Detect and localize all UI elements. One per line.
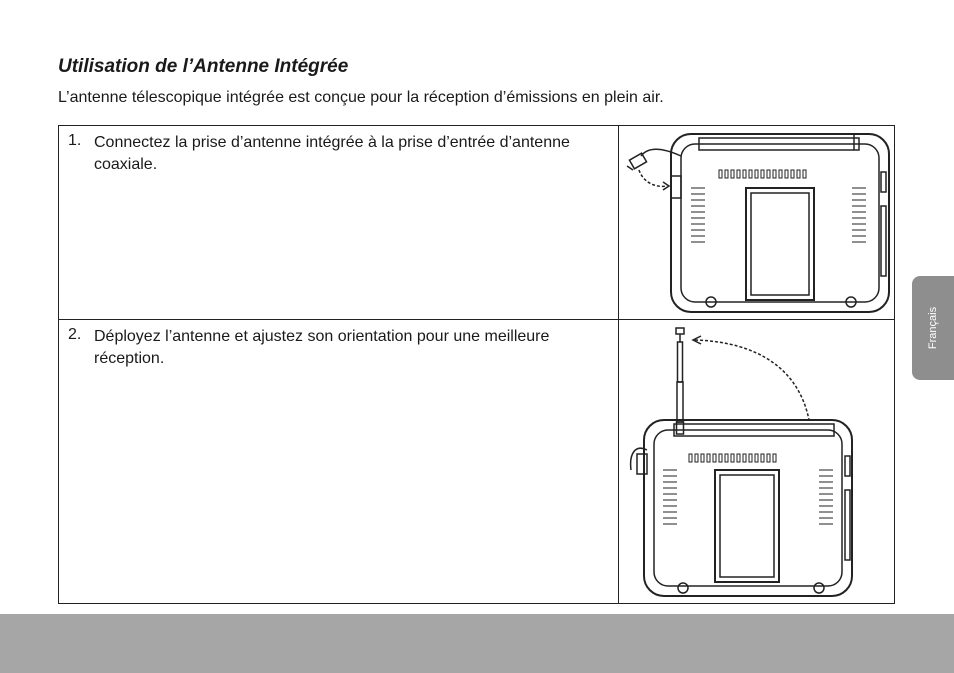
step-text-cell xyxy=(59,320,619,603)
language-tab xyxy=(912,276,954,380)
tv-antenna-connect-illustration xyxy=(619,126,894,318)
step-text-cell xyxy=(59,126,619,319)
step-instruction: Connectez la prise d’antenne intégrée à la prise d’entrée d’antenne coaxiale. xyxy=(94,134,570,173)
intro-paragraph: L’antenne télescopique intégrée est conçue pour la réception d’émissions en plein air. xyxy=(58,89,664,106)
footer-bar xyxy=(0,614,954,673)
step-illustration-cell xyxy=(619,320,894,603)
step-row xyxy=(59,126,894,320)
step-number: 2. xyxy=(68,326,82,343)
section-heading: Utilisation de l’Antenne Intégrée xyxy=(58,56,349,77)
step-illustration-cell xyxy=(619,126,894,319)
tv-antenna-extend-illustration xyxy=(619,320,894,603)
step-row xyxy=(59,320,894,603)
steps-table xyxy=(58,125,895,604)
step-instruction: Déployez l’antenne et ajustez son orientation pour une meilleure réception. xyxy=(94,328,550,367)
step-number: 1. xyxy=(68,132,82,149)
language-tab-label: Français xyxy=(927,306,939,350)
